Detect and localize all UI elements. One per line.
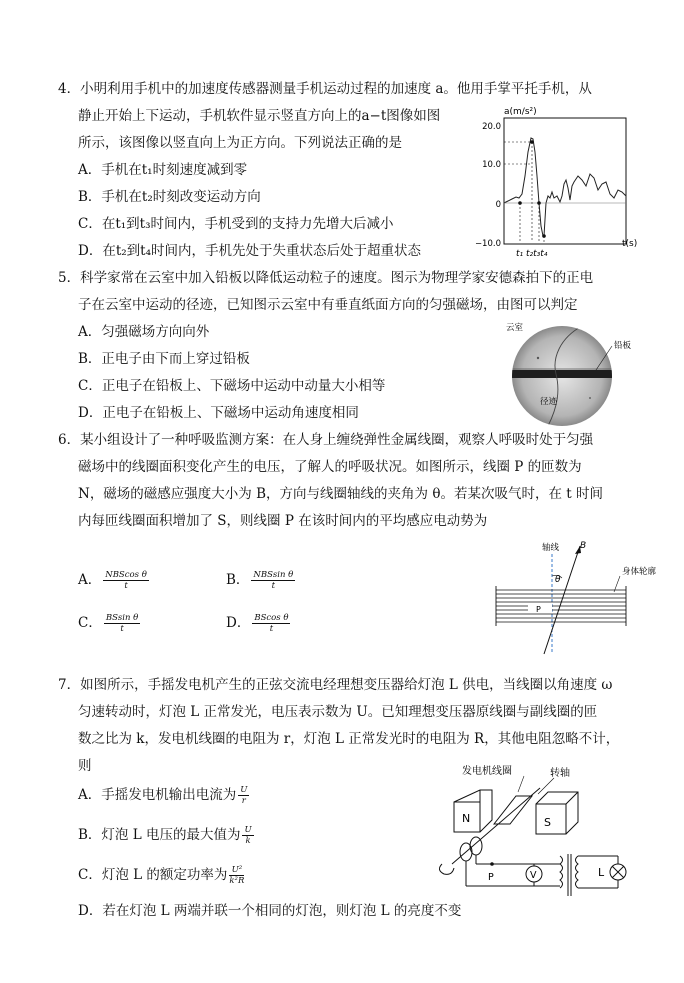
magnet-n-label: N	[462, 812, 471, 825]
axis-label: 轴线	[542, 543, 560, 553]
q6-stem-line4: 内每匝线圈面积增加了 S，则线圈 P 在该时间内的平均感应电动势为	[78, 513, 488, 529]
lead-plate-label: 铅板	[614, 341, 632, 351]
coil-p-label: P	[536, 605, 541, 614]
q6-option-d-numerator: BScos θ	[254, 613, 289, 623]
q7-option-d: D．若在灯泡 L 两端并联一个相同的灯泡，则灯泡 L 的亮度不变	[78, 903, 462, 919]
q7-option-a	[78, 785, 249, 806]
q7-option-c	[78, 865, 244, 886]
q4-option-a: A．手机在t₁时刻速度减到零	[78, 162, 248, 178]
q4-acceleration-graph	[474, 104, 650, 260]
graph-xlabel: t(s)	[622, 239, 638, 249]
q6-option-d-denominator: t	[269, 624, 274, 634]
q5-stem-line2: 子在云室中运动的径迹，已知图示云室中有垂直纸面方向的匀强磁场，由图可以判定	[78, 297, 578, 313]
q5-cloud-chamber-photo	[490, 318, 640, 428]
cloud-chamber-label: 云室	[506, 323, 524, 333]
tick-m10: −10.0	[474, 239, 501, 249]
q5-option-b: B．正电子由下而上穿过铅板	[78, 351, 250, 367]
shaft-label: 转轴	[550, 768, 570, 779]
theta-label: θ	[555, 575, 561, 585]
q4-stem-line3: 所示，该图像以竖直向上为正方向。下列说法正确的是	[78, 135, 402, 151]
q7-stem-line1: 7．如图所示，手摇发电机产生的正弦交流电经理想变压器给灯泡 L 供电，当线圈以角速度 ω	[58, 677, 613, 693]
q5-option-c: C．正电子在铅板上、下磁场中运动中动量大小相等	[78, 378, 386, 394]
track-label: 径迹	[540, 397, 558, 407]
q6-stem-line3: N，磁场的磁感应强度大小为 B，方向与线圈轴线的夹角为 θ。若某次吸气时，在 t 时间	[78, 486, 603, 502]
q5-option-a: A．匀强磁场方向向外	[78, 324, 210, 340]
q6-option-c-denominator: t	[120, 624, 124, 634]
q6-option-a-label: A．	[78, 572, 102, 588]
q6-option-b-numerator: NBSsin θ	[253, 570, 294, 580]
q7-option-b-denominator: k	[245, 836, 251, 846]
q7-option-b	[78, 825, 254, 846]
q6-option-d-label: D．	[226, 615, 251, 631]
q7-option-c-fraction	[229, 865, 244, 886]
q6-option-a-fraction	[103, 570, 149, 591]
voltmeter-label: V	[530, 870, 537, 881]
q7-option-a-denominator: r	[241, 796, 246, 806]
body-outline-label: 身体轮廓	[622, 567, 657, 577]
q7-option-a-numerator: U	[240, 785, 248, 795]
q6-option-c-numerator: BSsin θ	[105, 613, 139, 623]
magnet-s-label: S	[544, 816, 551, 829]
q6-option-c	[78, 613, 140, 634]
q6-option-c-label: C．	[78, 615, 102, 631]
tick-0: 0	[495, 200, 501, 210]
b-field-label: B	[580, 541, 587, 551]
q4-option-d: D．在t₂到t₄时间内，手机先处于失重状态后处于超重状态	[78, 243, 421, 259]
q6-option-b-denominator: t	[271, 581, 276, 591]
q7-generator-diagram	[432, 760, 650, 900]
q6-option-a	[78, 570, 149, 591]
q4-option-c: C．在t₁到t₃时间内，手机受到的支持力先增大后减小	[78, 216, 394, 232]
q6-stem-line2: 磁场中的线圈面积变化产生的电压，了解人的呼吸状况。如图所示，线圈 P 的匝数为	[78, 459, 582, 475]
q7-option-a-fraction	[238, 785, 249, 806]
q6-option-a-numerator: NBScos θ	[105, 570, 147, 580]
q7-option-b-fraction	[242, 825, 253, 846]
q6-option-b	[226, 570, 295, 591]
q6-option-d-fraction	[252, 613, 290, 634]
q7-stem-line3: 数之比为 k，发电机线圈的电阻为 r，灯泡 L 正常发光时的电阻为 R，其他电阻忽略不计，	[78, 731, 620, 747]
graph-ylabel: a(m/s²)	[504, 107, 537, 117]
q7-option-a-text: A．手摇发电机输出电流为	[78, 787, 237, 803]
q6-option-a-denominator: t	[124, 581, 128, 591]
q7-stem-line4: 则	[78, 758, 92, 774]
q7-stem-line2: 匀速转动时，灯泡 L 正常发光，电压表示数为 U。已知理想变压器原线圈与副线圈的匝	[78, 704, 598, 720]
q6-option-d	[226, 613, 290, 634]
q6-option-b-fraction	[251, 570, 295, 591]
q6-stem-line1: 6．某小组设计了一种呼吸监测方案：在人身上缠绕弹性金属线圈，观察人呼吸时处于匀强	[58, 432, 594, 448]
q5-stem-line1: 5．科学家常在云室中加入铅板以降低运动粒子的速度。图示为物理学家安德森拍下的正电	[58, 270, 594, 286]
q6-option-b-label: B．	[226, 572, 250, 588]
q7-option-b-text: B．灯泡 L 电压的最大值为	[78, 827, 241, 843]
tick-10: 10.0	[482, 160, 501, 170]
lamp-l-label: L	[598, 866, 605, 879]
generator-coil-label: 发电机线圈	[462, 766, 512, 777]
q4-option-b: B．手机在t₂时刻改变运动方向	[78, 189, 261, 205]
q5-option-d: D．正电子在铅板上、下磁场中运动角速度相同	[78, 405, 359, 421]
q7-option-c-denominator: k²R	[229, 876, 245, 886]
q6-option-c-fraction	[104, 613, 140, 634]
tick-20: 20.0	[482, 122, 501, 132]
q7-option-b-numerator: U	[244, 825, 252, 835]
q4-stem-line2: 静止开始上下运动，手机软件显示竖直方向上的a−t图像如图	[78, 108, 441, 124]
point-p-label: P	[488, 872, 494, 883]
q7-option-c-numerator: U²	[229, 865, 244, 876]
graph-t-labels: t₁ t₂t₃t₄	[516, 249, 548, 259]
q7-option-c-text: C．灯泡 L 的额定功率为	[78, 867, 228, 883]
q4-stem-line1: 4．小明利用手机中的加速度传感器测量手机运动过程的加速度 a。他用手掌平托手机，从	[58, 81, 592, 97]
q6-coil-diagram	[480, 536, 670, 656]
